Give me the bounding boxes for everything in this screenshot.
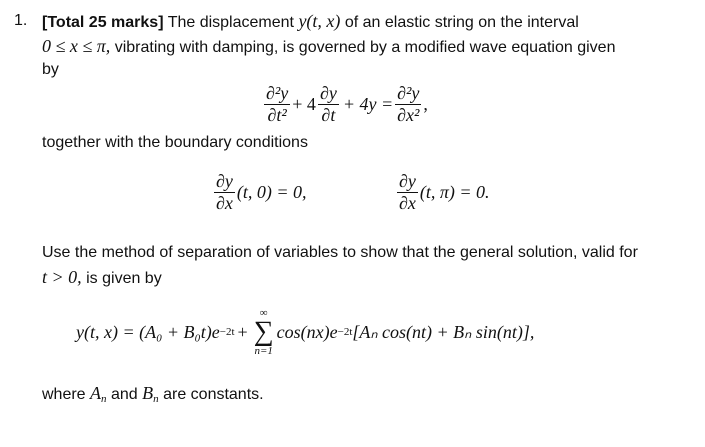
- solution-rest-1: cos(nx)e: [276, 321, 338, 342]
- boundary-condition-1: [212, 172, 307, 213]
- general-solution: [76, 307, 534, 357]
- fraction-denominator: ∂x: [399, 193, 416, 213]
- fraction-numerator: ∂²y: [397, 83, 420, 103]
- boundary-condition-2: [395, 172, 490, 213]
- line7-text-2: and: [110, 386, 138, 403]
- line7-A: [90, 383, 107, 403]
- B-subscript: n: [153, 393, 159, 405]
- line7-B: [142, 383, 159, 403]
- sum-upper-limit: ∞: [259, 307, 268, 319]
- question-line-5: Use the method of separation of variables to show that the general solution, valid for: [42, 244, 638, 261]
- A-subscript: n: [101, 393, 107, 405]
- question-line-4: together with the boundary conditions: [42, 134, 308, 151]
- line7-text-3: are constants.: [163, 386, 264, 403]
- line6-text: is given by: [86, 270, 162, 287]
- B-symbol: B: [142, 383, 154, 403]
- fraction-denominator: ∂t²: [267, 105, 287, 125]
- sum-symbol: ∑: [253, 316, 274, 347]
- question-line-3: by: [42, 61, 59, 78]
- bc1-rest: (t, 0) = 0,: [236, 182, 307, 202]
- pde-equation: [262, 84, 428, 125]
- sum-lower-limit: n=1: [254, 345, 273, 357]
- solution-exponent-2: −2t: [337, 326, 353, 338]
- line2-text: vibrating with damping, is governed by a modified wave equation given: [114, 39, 616, 56]
- question-line-6: [42, 266, 162, 290]
- fraction-denominator: ∂x: [216, 193, 233, 213]
- question-number: 1.: [14, 12, 28, 29]
- question-line-2: [42, 35, 615, 59]
- fraction-denominator: ∂t: [321, 105, 336, 125]
- bc2-rest: (t, π) = 0.: [419, 182, 490, 202]
- fraction-dy-dt: [318, 84, 339, 125]
- marks-label: [Total 25 marks]: [42, 14, 164, 31]
- fraction-denominator: ∂x²: [397, 105, 420, 125]
- fraction-numerator: ∂²y: [266, 83, 289, 103]
- line1-math: y(t, x): [298, 11, 341, 31]
- plus-four-y: + 4y =: [342, 94, 394, 114]
- fraction-dy-dx: [214, 172, 235, 213]
- fraction-numerator: ∂y: [319, 83, 337, 103]
- question-line-1: [42, 10, 579, 34]
- fraction-d2y-dt2: [264, 84, 290, 125]
- fraction-dy-dx: [397, 172, 418, 213]
- line7-text-1: where: [42, 386, 86, 403]
- summation: [254, 307, 274, 357]
- question-line-7: [42, 382, 264, 410]
- plus-four: + 4: [292, 94, 316, 114]
- fraction-numerator: ∂y: [399, 171, 416, 191]
- line2-math: 0 ≤ x ≤ π,: [42, 36, 111, 56]
- fraction-numerator: ∂y: [216, 171, 233, 191]
- equation-comma: ,: [423, 94, 428, 114]
- solution-lhs: y(t, x) = (A₀ + B₀t)e: [76, 321, 220, 342]
- line1-tail: of an elastic string on the interval: [344, 14, 579, 31]
- solution-plus: +: [237, 321, 248, 342]
- A-symbol: A: [90, 383, 102, 403]
- line1-text: The displacement: [167, 14, 294, 31]
- fraction-d2y-dx2: [395, 84, 421, 125]
- solution-rest-2: [Aₙ cos(nt) + Bₙ sin(nt)],: [352, 321, 535, 342]
- line6-math: t > 0,: [42, 267, 82, 287]
- solution-exponent-1: −2t: [219, 326, 235, 338]
